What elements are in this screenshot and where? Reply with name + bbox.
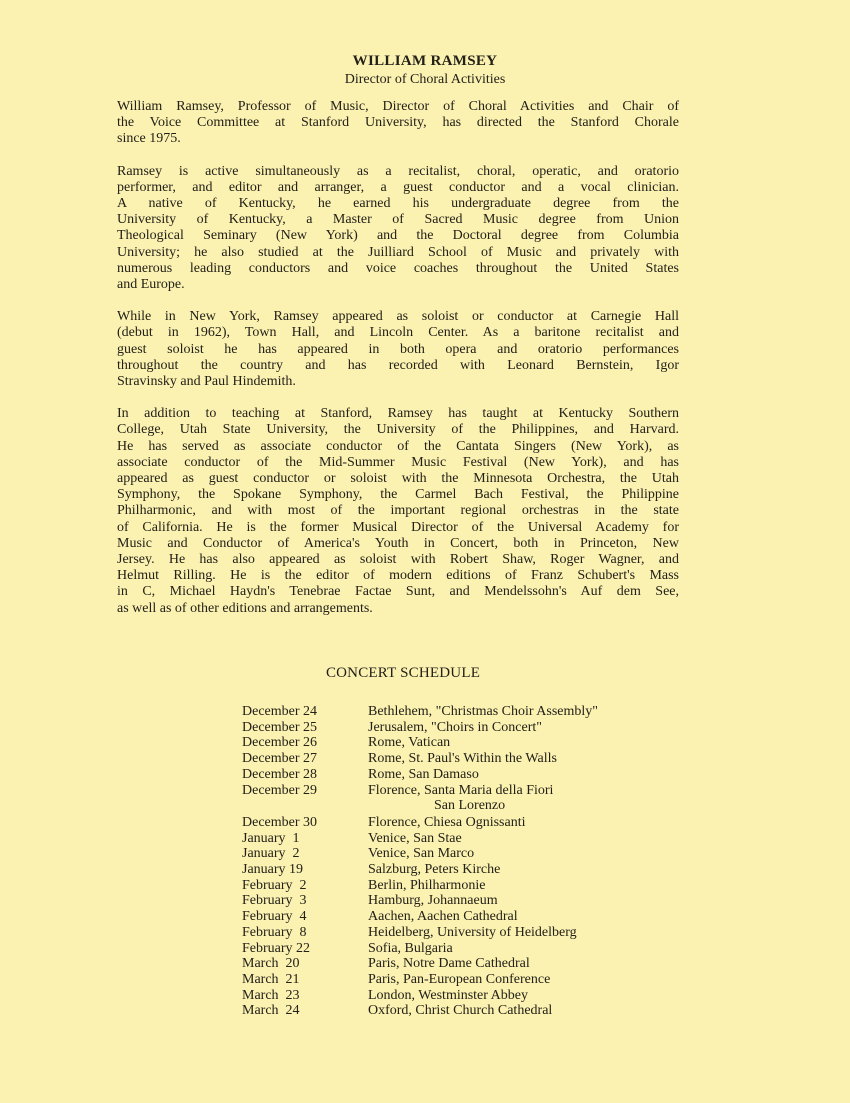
- schedule-venue: Berlin, Philharmonie: [368, 877, 486, 893]
- bio-paragraph: [117, 164, 679, 294]
- bio-line: throughout the country and has recorded with Leonard Bernstein, Igor: [117, 357, 679, 373]
- schedule-row: [242, 988, 662, 1004]
- bio-paragraph: [117, 309, 679, 390]
- bio-paragraph: [117, 406, 679, 617]
- bio-line: guest soloist he has appeared in both opera and oratorio performances: [117, 341, 679, 357]
- bio-line: numerous leading conductors and voice coaches throughout the United States: [117, 260, 679, 276]
- bio-line: A native of Kentucky, he earned his undergraduate degree from the: [117, 196, 679, 212]
- schedule-date: December 28: [242, 766, 318, 782]
- schedule-venue: Rome, Vatican: [368, 735, 451, 751]
- schedule-row: [242, 972, 662, 988]
- schedule-venue: Salzburg, Peters Kirche: [368, 862, 501, 878]
- schedule-date: December 24: [242, 704, 318, 719]
- schedule-venue: Jerusalem, "Choirs in Concert": [368, 719, 542, 735]
- schedule-venue: Venice, San Marco: [368, 846, 475, 862]
- schedule-row: [242, 862, 662, 878]
- bio-line: University of Kentucky, a Master of Sacred Music degree from Union: [117, 212, 679, 228]
- bio-line: College, Utah State University, the University of the Philippines, and Harvard.: [117, 422, 679, 438]
- person-title: Director of Choral Activities: [344, 72, 506, 87]
- biography: [117, 99, 679, 633]
- bio-line: Symphony, the Spokane Symphony, the Carmel Bach Festival, the Philippine: [117, 487, 679, 503]
- schedule-date: December 26: [242, 735, 318, 751]
- header: [0, 52, 850, 89]
- schedule-venue: Rome, St. Paul's Within the Walls: [368, 751, 557, 767]
- schedule-date: December 29: [242, 782, 318, 798]
- bio-line: performer, and editor and arranger, a guest conductor and a vocal clinician.: [117, 179, 679, 195]
- schedule-date: March 24: [242, 1003, 300, 1019]
- schedule-date: [242, 798, 368, 814]
- schedule-row: [242, 893, 662, 909]
- schedule-row: [242, 735, 662, 751]
- schedule-row: [242, 751, 662, 767]
- schedule-date: January 2: [242, 846, 300, 862]
- bio-line: William Ramsey, Professor of Music, Director of Choral Activities and Chair of: [117, 99, 679, 114]
- schedule-date: December 30: [242, 814, 318, 830]
- bio-line: in C, Michael Haydn's Tenebrae Factae Sunt, and Mendelssohn's Auf dem See,: [117, 584, 679, 600]
- schedule-date: February 8: [242, 924, 307, 940]
- bio-line: He has served as associate conductor of the Cantata Singers (New York), as: [117, 438, 679, 454]
- bio-line: Philharmonic, and with most of the important regional orchestras in the state: [117, 503, 679, 519]
- person-name: WILLIAM RAMSEY: [352, 53, 498, 69]
- bio-line: of California. He is the former Musical Director of the Universal Academy for: [117, 519, 679, 535]
- schedule-venue: Hamburg, Johannaeum: [368, 893, 498, 909]
- schedule-date: March 21: [242, 971, 300, 987]
- bio-line: (debut in 1962), Town Hall, and Lincoln Center. As a baritone recitalist and: [117, 325, 679, 341]
- schedule-row: [242, 925, 662, 941]
- bio-line: Theological Seminary (New York) and the Doctoral degree from Columbia: [117, 228, 679, 244]
- schedule-row: [242, 909, 662, 925]
- schedule-title: CONCERT SCHEDULE: [325, 665, 481, 681]
- schedule-venue: Aachen, Aachen Cathedral: [368, 909, 518, 925]
- bio-line: Music and Conductor of America's Youth in Concert, both in Princeton, New: [117, 535, 679, 551]
- schedule-date: January 19: [242, 862, 304, 878]
- bio-line: While in New York, Ramsey appeared as soloist or conductor at Carnegie Hall: [117, 309, 679, 325]
- schedule-venue: San Lorenzo: [434, 798, 506, 814]
- schedule-row: [242, 941, 662, 957]
- schedule-venue: Oxford, Christ Church Cathedral: [368, 1003, 553, 1019]
- schedule-venue: Paris, Pan-European Conference: [368, 971, 551, 987]
- bio-line: the Voice Committee at Stanford University, has directed the Stanford Chorale: [117, 115, 679, 131]
- bio-line: Stravinsky and Paul Hindemith.: [117, 374, 296, 390]
- schedule-venue: Sofia, Bulgaria: [368, 940, 453, 956]
- schedule-date: February 3: [242, 893, 307, 909]
- concert-schedule: [242, 704, 662, 1019]
- schedule-date: February 4: [242, 909, 307, 925]
- bio-line: as well as of other editions and arrangements.: [117, 600, 373, 616]
- schedule-date: February 2: [242, 877, 307, 893]
- schedule-row: [242, 815, 662, 831]
- schedule-row: [242, 846, 662, 862]
- bio-line: Helmut Rilling. He is the editor of modern editions of Franz Schubert's Mass: [117, 568, 679, 584]
- schedule-row: [242, 767, 662, 783]
- bio-line: appeared as guest conductor or soloist with the Minnesota Orchestra, the Utah: [117, 471, 679, 487]
- bio-line: University; he also studied at the Juilliard School of Music and privately with: [117, 244, 679, 260]
- schedule-date: March 23: [242, 987, 300, 1003]
- bio-line: associate conductor of the Mid-Summer Music Festival (New York), and has: [117, 454, 679, 470]
- bio-line: since 1975.: [117, 131, 181, 147]
- schedule-row: [242, 720, 662, 736]
- schedule-row: [242, 831, 662, 847]
- schedule-row: [242, 798, 662, 814]
- schedule-row: [242, 878, 662, 894]
- schedule-venue: Paris, Notre Dame Cathedral: [368, 956, 530, 972]
- bio-paragraph: [117, 99, 679, 148]
- schedule-row: [242, 1003, 662, 1019]
- bio-line: In addition to teaching at Stanford, Ramsey has taught at Kentucky Southern: [117, 406, 679, 422]
- schedule-venue: Bethlehem, "Christmas Choir Assembly": [368, 704, 598, 719]
- schedule-date: December 27: [242, 751, 318, 767]
- schedule-venue: Florence, Santa Maria della Fiori: [368, 782, 554, 798]
- schedule-date: February 22: [242, 940, 311, 956]
- schedule-date: March 20: [242, 956, 300, 972]
- schedule-date: January 1: [242, 830, 300, 846]
- schedule-row: [242, 704, 662, 720]
- schedule-venue: Heidelberg, University of Heidelberg: [368, 924, 577, 940]
- schedule-venue: Rome, San Damaso: [368, 766, 479, 782]
- schedule-row: [242, 956, 662, 972]
- bio-line: and Europe.: [117, 277, 185, 293]
- schedule-venue: Venice, San Stae: [368, 830, 462, 846]
- bio-line: Ramsey is active simultaneously as a recitalist, choral, operatic, and oratorio: [117, 163, 679, 179]
- schedule-row: [242, 783, 662, 799]
- bio-line: Jersey. He has also appeared as soloist with Robert Shaw, Roger Wagner, and: [117, 552, 679, 568]
- schedule-venue: Florence, Chiesa Ognissanti: [368, 814, 526, 830]
- schedule-date: December 25: [242, 719, 318, 735]
- schedule-venue: London, Westminster Abbey: [368, 987, 528, 1003]
